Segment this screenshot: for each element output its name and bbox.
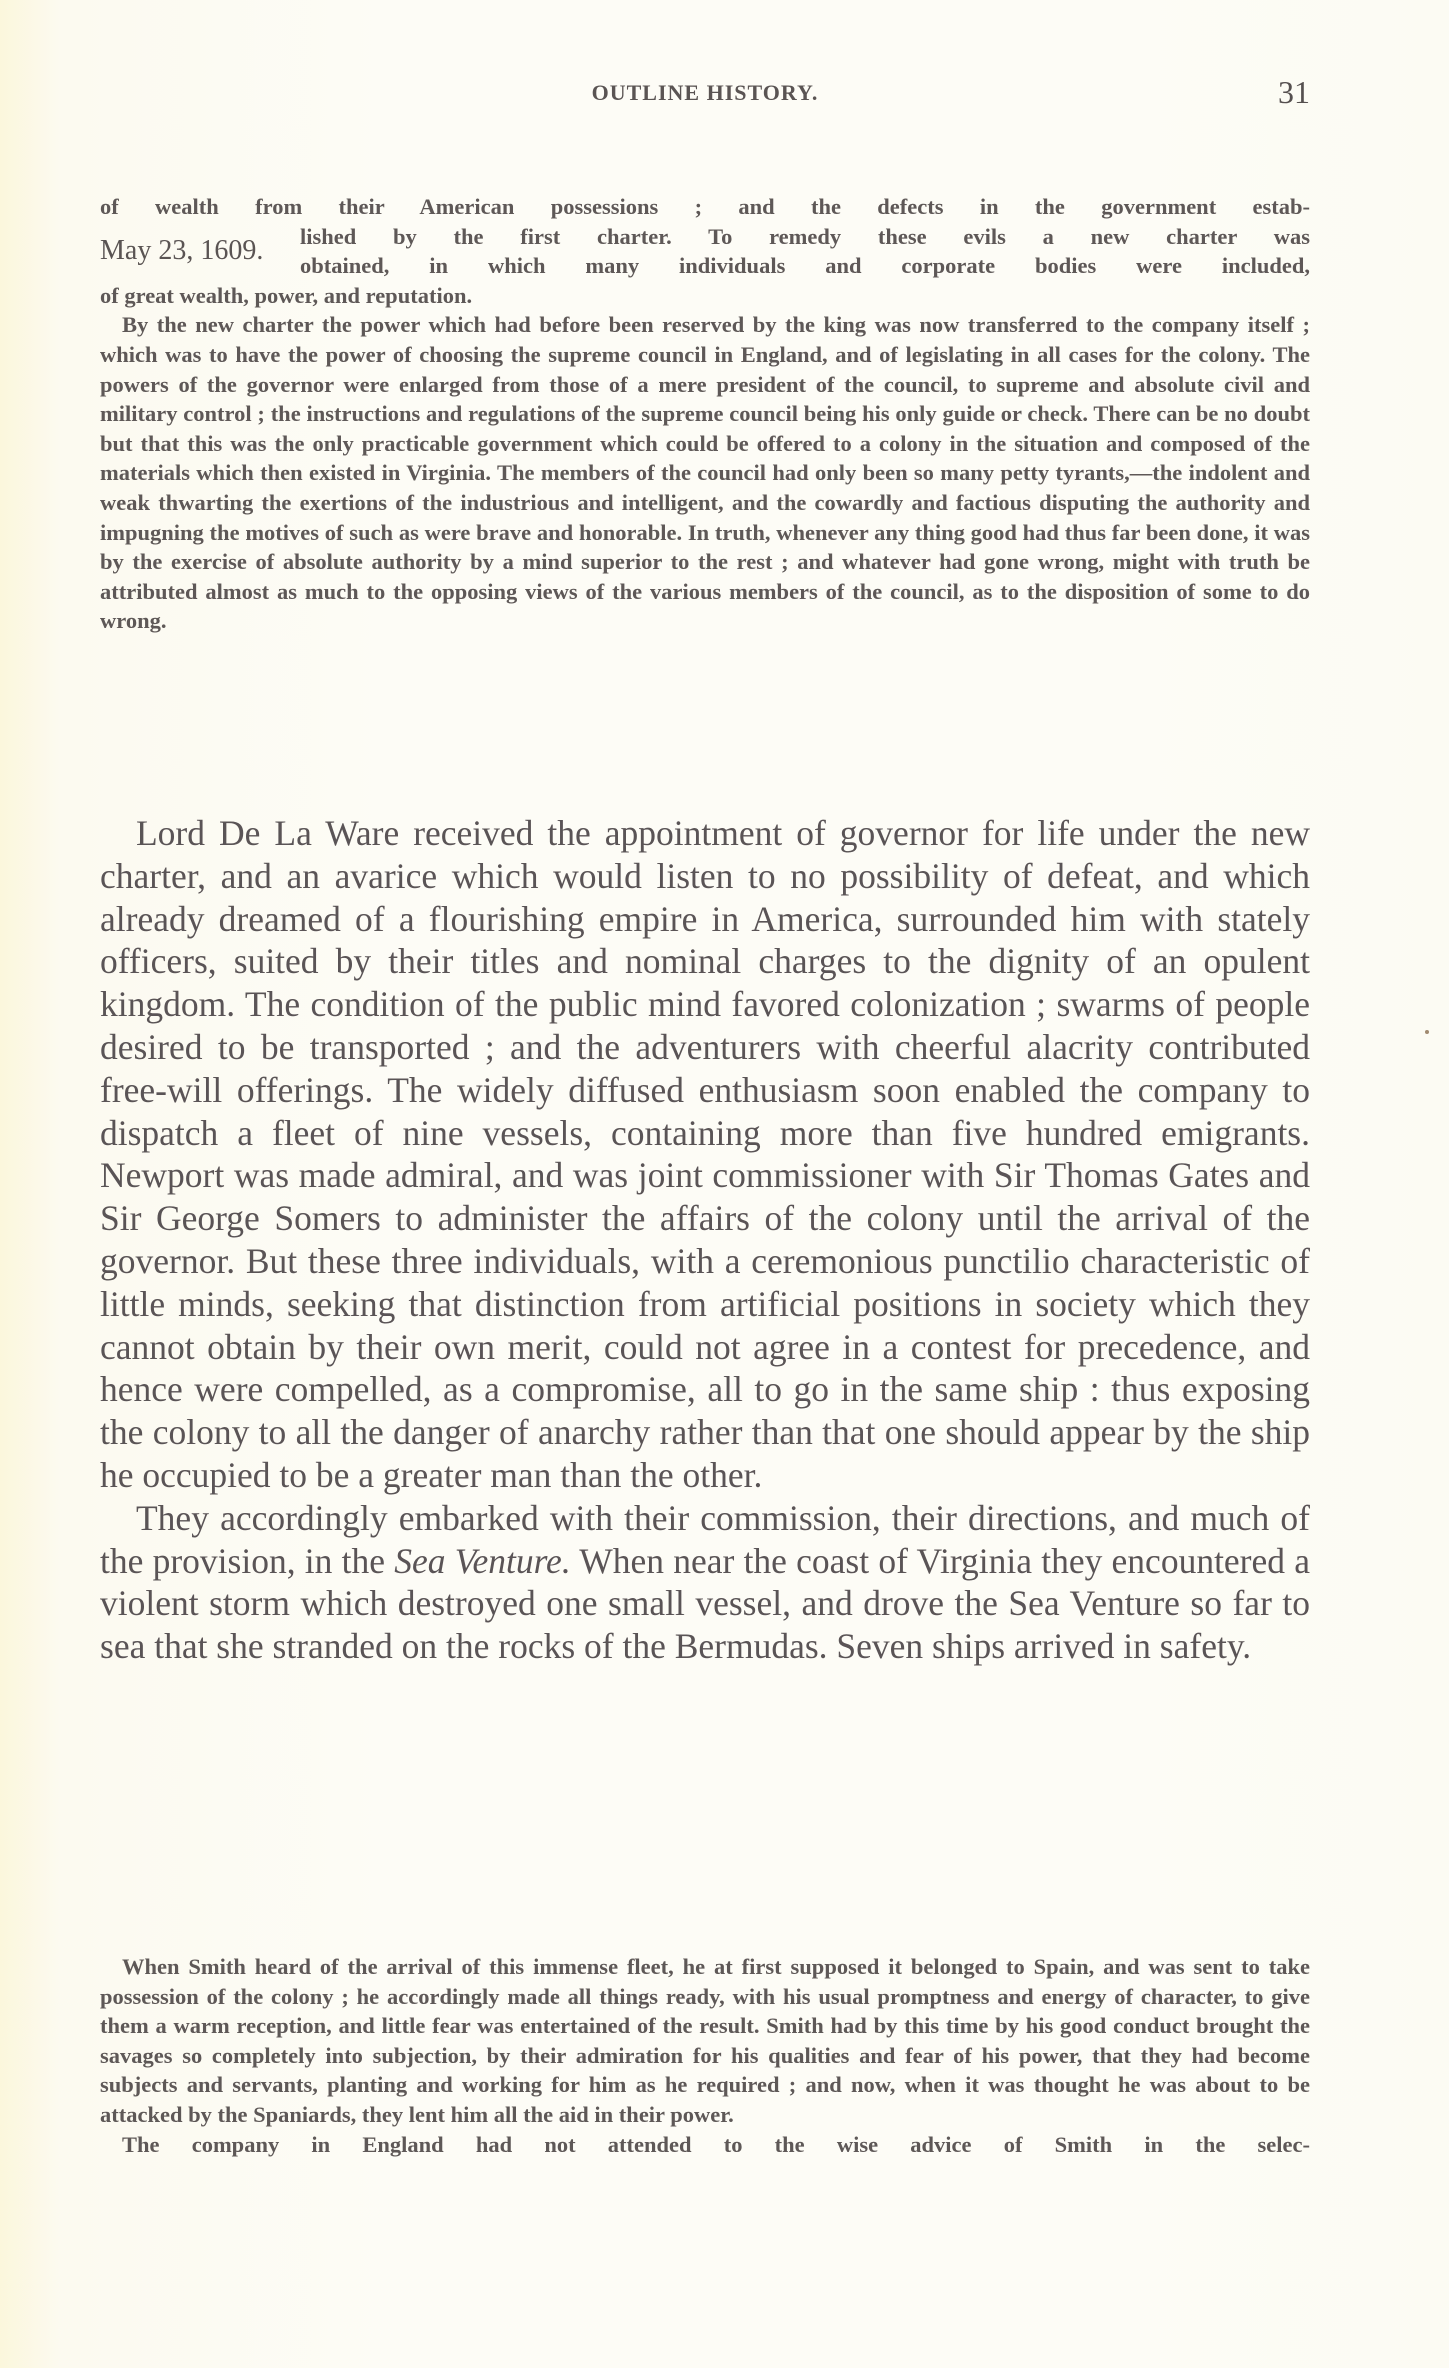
text-line: obtained, in which many individuals and corporate bodies were included, [300, 253, 1310, 279]
marginal-adjacent-lines [300, 222, 1310, 281]
ship-name-italic: Sea Venture. [394, 1540, 571, 1581]
paper-speck [1425, 1030, 1429, 1034]
running-head [100, 74, 1310, 110]
paragraph-smith: When Smith heard of the arrival of this immense fleet, he at first supposed it belonged to Spain, and was sent to take possession of the colony ; he accordingly made all things ready, with his usual promptness and energy of character, to give them a warm reception, and little fear was entertained of the result. Smith had by this time by his good conduct brought the savages so completely into subjection, by their admiration for his qualities and fear of his power, that they had become subjects and servants, planting and working for him as he required ; and now, when it was thought he was about to be attacked by the Spaniards, they lent him all the aid in their power. [100, 1954, 1310, 2127]
running-title: OUTLINE HISTORY. [591, 80, 819, 105]
text-run: They accordingly embarked with their commission, their directions, and much of the provision, in the [100, 1497, 1310, 1581]
text-line: of great wealth, power, and reputation. [100, 282, 473, 308]
marginal-note-row [100, 222, 1310, 281]
continued-line: of wealth from their American possessions ; and the defects in the government estab- [100, 194, 1310, 219]
page-number: 31 [1278, 74, 1310, 110]
text-run: When near the coast of Virginia they encountered a violent storm which destroyed one small vessel, and drove the Sea Venture so far to sea that she stranded on the rocks of the Bermudas. Seven ships arrived in safety. [100, 1540, 1310, 1667]
footnote-section [100, 1952, 1310, 2159]
paragraph-new-charter: By the new charter the power which had before been reserved by the king was now transferred to the company itself ; which was to have the power of choosing the supreme council in England, and of legislating in all cases for the colony. The powers of the governor were enlarged from those of a mere president of the council, to supreme and absolute civil and military control ; the instructions and regulations of the supreme council being his only guide or check. There can be no doubt but that this was the only practicable government which could be offered to a colony in the situation and composed of the materials which then existed in Virginia. The members of the council had only been so many petty tyrants,—the indolent and weak thwarting the exertions of the industrious and intelligent, and the cowardly and factious disputing the authority and impugning the motives of such as were brave and honorable. In truth, whenever any thing good had thus far been done, it was by the exercise of absolute authority by a mind superior to the rest ; and whatever had gone wrong, might with truth be attributed almost as much to the opposing views of the various members of the council, as to the disposition of some to do wrong. [100, 312, 1310, 634]
paragraph-de-la-ware: Lord De La Ware received the appointment of governor for life under the new charter, and an avarice which would listen to no possibility of defeat, and which already dreamed of a flourishing empire in America, surrounded him with stately officers, suited by their titles and nominal charges to the dignity of an opulent kingdom. The condition of the public mind favored colonization ; swarms of people desired to be transported ; and the adventurers with cheerful alacrity contributed free-will offerings. The widely diffused enthusiasm soon enabled the company to dispatch a fleet of nine vessels, containing more than five hundred emigrants. Newport was made admiral, and was joint commissioner with Sir Thomas Gates and Sir George Somers to administer the affairs of the colony until the arrival of the governor. But these three individuals, with a ceremonious punctilio characteristic of little minds, seeking that distinction from artificial positions in society which they cannot obtain by their own merit, could not agree in a contest for precedence, and hence were compelled, as a compromise, all to go in the same ship : thus exposing the colony to all the danger of anarchy rather than that one should appear by the ship he occupied to be a greater man than the other. [100, 813, 1310, 1495]
paragraph-company-england: The company in England had not attended to the wise advice of Smith in the selec- [122, 2131, 1310, 2157]
small-print-section [100, 192, 1310, 636]
text-line: lished by the first charter. To remedy these evils a new charter was [300, 223, 1310, 249]
marginal-date-note: May 23, 1609. [100, 235, 264, 267]
main-text-section [100, 812, 1310, 1668]
paragraph-sea-venture [100, 1497, 1310, 1668]
